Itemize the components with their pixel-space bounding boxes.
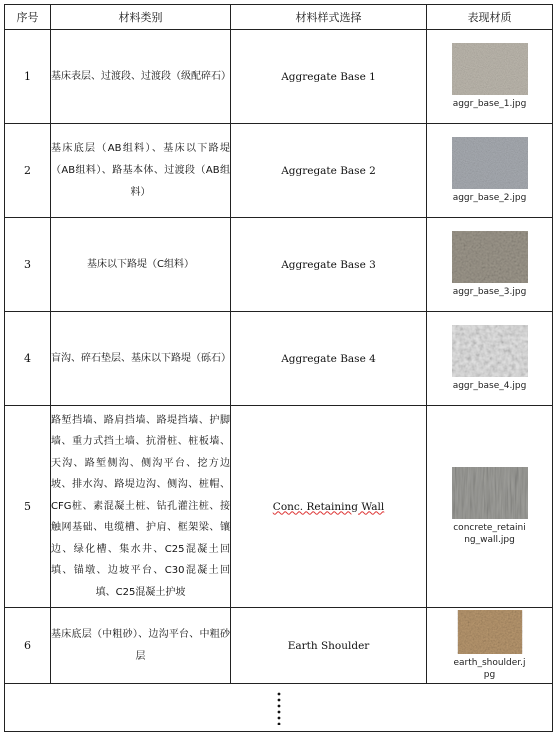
row-texture-cell xyxy=(427,124,553,218)
row-category: 基床底层（中粗砂）、边沟平台、中粗砂层 xyxy=(51,608,231,684)
table-row xyxy=(5,406,553,608)
row-style: Aggregate Base 2 xyxy=(231,124,427,218)
row-index: 4 xyxy=(5,312,51,406)
table-row xyxy=(5,608,553,684)
row-style-text: Conc. Retaining Wall xyxy=(272,500,385,513)
row-texture-cell xyxy=(427,218,553,312)
row-index: 5 xyxy=(5,406,51,608)
header-style: 材料样式选择 xyxy=(231,5,427,30)
header-category: 材料类别 xyxy=(51,5,231,30)
table-row xyxy=(5,124,553,218)
row-category: 盲沟、碎石垫层、基床以下路堤（砾石） xyxy=(51,312,231,406)
aggregate-texture-thumbnail xyxy=(452,325,528,377)
aggregate-texture-thumbnail xyxy=(452,43,528,95)
row-texture-cell xyxy=(427,312,553,406)
concrete-texture-thumbnail xyxy=(452,467,528,519)
row-style: Aggregate Base 4 xyxy=(231,312,427,406)
aggregate-texture-thumbnail xyxy=(452,137,528,189)
row-texture-cell xyxy=(427,30,553,124)
row-texture-cell xyxy=(427,406,553,608)
texture-filename: concrete_retaining_wall.jpg xyxy=(453,523,526,545)
row-category: 基床以下路堤（C组料） xyxy=(51,218,231,312)
row-category: 路堑挡墙、路肩挡墙、路堤挡墙、护脚墙、重力式挡土墙、抗滑桩、桩板墙、天沟、路堑侧沟、侧沟平台、挖方边坡、排水沟、路堤边沟、侧沟、桩帽、CFG桩、素混凝土桩、钻孔灌注桩、接触网基础、电缆槽、护肩、框架梁、镶边、绿化槽、集水井、C25混凝土回填、锚墩、边坡平台、C30混凝土回填、C25混凝土护坡 xyxy=(51,406,231,608)
material-table xyxy=(4,4,553,732)
ellipsis-cell xyxy=(5,684,553,732)
row-texture-cell xyxy=(427,608,553,684)
row-style: Earth Shoulder xyxy=(231,608,427,684)
header-index: 序号 xyxy=(5,5,51,30)
texture-filename: aggr_base_3.jpg xyxy=(452,287,527,297)
texture-filename: aggr_base_2.jpg xyxy=(452,193,527,203)
texture-filename: earth_shoulder.jpg xyxy=(453,658,526,680)
row-index: 3 xyxy=(5,218,51,312)
row-style xyxy=(231,406,427,608)
earth-texture-thumbnail xyxy=(452,610,528,654)
row-index: 2 xyxy=(5,124,51,218)
row-category: 基床表层、过渡段、过渡段（级配碎石） xyxy=(51,30,231,124)
table-row xyxy=(5,218,553,312)
row-style: Aggregate Base 3 xyxy=(231,218,427,312)
row-style: Aggregate Base 1 xyxy=(231,30,427,124)
vertical-ellipsis-icon xyxy=(276,691,282,725)
row-category: 基床底层（AB组料）、基床以下路堤（AB组料）、路基本体、过渡段（AB组料） xyxy=(51,124,231,218)
aggregate-texture-thumbnail xyxy=(452,231,528,283)
row-index: 6 xyxy=(5,608,51,684)
table-header-row xyxy=(5,5,553,30)
table-ellipsis-row xyxy=(5,684,553,732)
texture-filename: aggr_base_1.jpg xyxy=(452,99,527,109)
header-texture: 表现材质 xyxy=(427,5,553,30)
table-row xyxy=(5,30,553,124)
table-row xyxy=(5,312,553,406)
texture-filename: aggr_base_4.jpg xyxy=(452,381,527,391)
row-index: 1 xyxy=(5,30,51,124)
